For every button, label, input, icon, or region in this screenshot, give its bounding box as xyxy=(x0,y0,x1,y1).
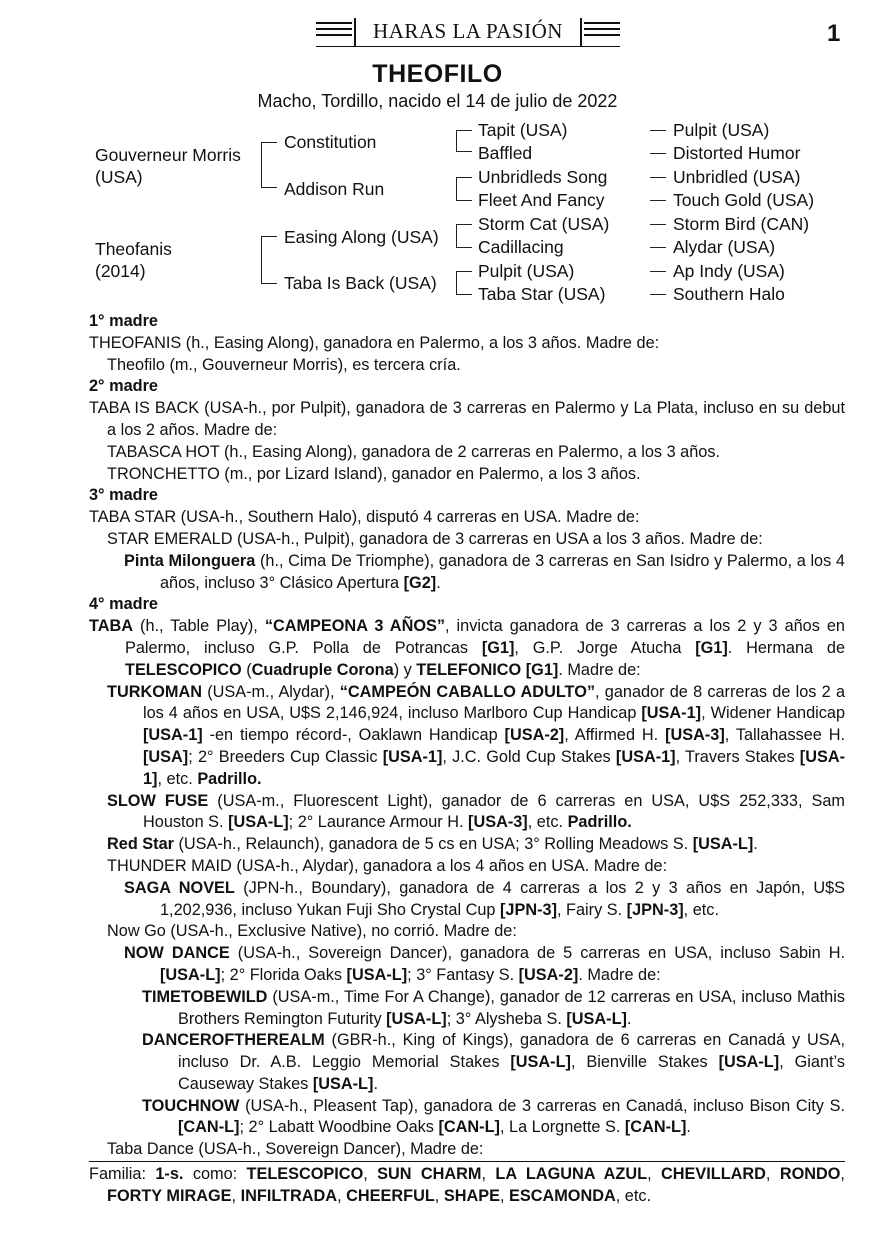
produce-entry-timetobewild: TIMETOBEWILD (USA-m., Time For A Change), ganador de 12 carreras en USA, incluso Mathis Brothers Remington Futurity [USA-L]; 3° Alysheba S. [USA-L]. xyxy=(142,987,845,1028)
pedigree-gen3: Taba Star (USA) xyxy=(478,284,606,304)
section-heading: 4° madre xyxy=(89,595,158,614)
section-heading: 2° madre xyxy=(89,377,158,396)
section-heading: 3° madre xyxy=(89,486,158,505)
produce-entry: STAR EMERALD (USA-h., Pulpit), ganadora de 3 carreras en USA a los 3 años. Madre de: xyxy=(107,529,763,548)
pedigree-gen3: Unbridleds Song xyxy=(478,167,608,187)
pedigree-gen3: Fleet And Fancy xyxy=(478,190,605,210)
produce-entry-slow-fuse: SLOW FUSE (USA-m., Fluorescent Light), ganador de 6 carreras en USA, U$S 252,333, Sam Houston S. [USA-L]; 2° Laurance Armour H. [USA-3], etc. Padrillo. xyxy=(107,791,845,832)
produce-entry-dancerofthe-realm: DANCEROFTHEREALM (GBR-h., King of Kings), ganadora de 6 carreras en Canadá y USA, incluso Dr. A.B. Leggio Memorial Stakes [USA-L], Bienville Stakes [USA-L], Giant’s Causeway Stakes [USA-L]. xyxy=(142,1031,845,1093)
produce-entry-saga-novel: SAGA NOVEL (JPN-h., Boundary), ganadora de 4 carreras a los 2 y 3 años en Japón, U$S 1,202,936, incluso Yukan Fuji Sho Crystal Cup [JPN-3], Fairy S. [JPN-3], etc. xyxy=(124,878,845,919)
pedigree-gen3: Cadillacing xyxy=(478,237,564,257)
produce-entry-red-star: Red Star (USA-h., Relaunch), ganadora de 5 cs en USA; 3° Rolling Meadows S. [USA-L]. xyxy=(107,835,758,854)
produce-entry-now-dance: NOW DANCE (USA-h., Sovereign Dancer), ganadora de 5 carreras en USA, incluso Sabin H. [USA-L]; 2° Florida Oaks [USA-L]; 3° Fantasy S. [USA-2]. Madre de: xyxy=(124,944,846,984)
produce-record xyxy=(89,311,845,1208)
pedigree-gen2: Easing Along (USA) xyxy=(284,227,439,247)
pedigree-gen2: Addison Run xyxy=(284,179,385,199)
pedigree-gen4: Touch Gold (USA) xyxy=(673,190,815,210)
pedigree-gen4: Southern Halo xyxy=(673,284,785,304)
produce-entry-thunder-maid: THUNDER MAID (USA-h., Alydar), ganadora a los 4 años en USA. Madre de: xyxy=(107,856,668,875)
pedigree-gen3: Baffled xyxy=(478,143,533,163)
pedigree-gen3: Pulpit (USA) xyxy=(478,261,575,281)
pedigree-gen4: Storm Bird (CAN) xyxy=(673,214,810,234)
pedigree-gen4: Alydar (USA) xyxy=(673,237,776,257)
sire-origin: (USA) xyxy=(95,167,143,187)
section-heading: 1° madre xyxy=(89,312,158,330)
pedigree-gen4: Unbridled (USA) xyxy=(673,167,801,187)
produce-entry-now-go: Now Go (USA-h., Exclusive Native), no corrió. Madre de: xyxy=(107,922,517,941)
produce-entry-turkoman: TURKOMAN (USA-m., Alydar), “CAMPEÓN CABALLO ADULTO”, ganador de 8 carreras de los 2 a los 4 años en USA, U$S 2,146,924, incluso Marlboro Cup Handicap [USA-1], Widener Handicap [USA-1] -en tiempo récord-, Oaklawn Handicap [USA-2], Affirmed H. [USA-3], Tallahassee H. [USA]; 2° Breeders Cup Classic [USA-1], J.C. Gold Cup Stakes [USA-1], Travers Stakes [USA-1], etc. Padrillo. xyxy=(107,682,845,788)
dam-name: Theofanis xyxy=(95,239,172,259)
pedigree-gen2: Constitution xyxy=(284,132,377,152)
dam-entry: TABA IS BACK (USA-h., por Pulpit), ganadora de 3 carreras en Palermo y La Plata, incluso en su debut a los 2 años. Madre de: xyxy=(89,399,845,439)
dam-entry-taba: TABA (h., Table Play), “CAMPEONA 3 AÑOS”, invicta ganadora de 3 carreras a los 2 y 3 años en Palermo, incluso G.P. Polla de Potrancas [G1], G.P. Jorge Atucha [G1]. Hermana de TELESCOPICO (Cuadruple Corona) y TELEFONICO [G1]. Madre de: xyxy=(89,617,845,679)
horse-name: THEOFILO xyxy=(372,60,503,88)
produce-entry: Pinta Milonguera (h., Cima De Triomphe), ganadora de 3 carreras en San Isidro y Palermo, a los 4 años, incluso 3° Clásico Apertura [G2]. xyxy=(124,551,845,592)
pedigree-gen3: Tapit (USA) xyxy=(478,120,568,140)
produce-entry: Theofilo (m., Gouverneur Morris), es tercera cría. xyxy=(107,355,461,374)
dam-entry: THEOFANIS (h., Easing Along), ganadora en Palermo, a los 3 años. Madre de: xyxy=(89,333,660,352)
dam-entry: TABA STAR (USA-h., Southern Halo), disputó 4 carreras en USA. Madre de: xyxy=(89,508,640,527)
produce-entry-taba-dance: Taba Dance (USA-h., Sovereign Dancer), Madre de: xyxy=(107,1140,484,1159)
pedigree-gen4: Ap Indy (USA) xyxy=(673,261,785,281)
dam-year: (2014) xyxy=(95,261,146,281)
produce-entry: TRONCHETTO (m., por Lizard Island), ganador en Palermo, a los 3 años. xyxy=(107,464,641,483)
produce-entry: TABASCA HOT (h., Easing Along), ganadora de 2 carreras en Palermo, a los 3 años. xyxy=(107,442,720,461)
pedigree-gen4: Pulpit (USA) xyxy=(673,120,770,140)
horse-description: Macho, Tordillo, nacido el 14 de julio de 2022 xyxy=(257,91,618,111)
sire-name: Gouverneur Morris xyxy=(95,145,241,165)
pedigree-gen3: Storm Cat (USA) xyxy=(478,214,610,234)
family-line: Familia: 1-s. como: TELESCOPICO, SUN CHARM, LA LAGUNA AZUL, CHEVILLARD, RONDO, FORTY MIRAGE, INFILTRADA, CHEERFUL, SHAPE, ESCAMONDA, etc. xyxy=(89,1161,845,1208)
pedigree-gen4: Distorted Humor xyxy=(673,143,801,163)
brand-name: HARAS LA PASIÓN xyxy=(373,19,563,43)
produce-entry-touchnow: TOUCHNOW (USA-h., Pleasent Tap), ganadora de 3 carreras en Canadá, incluso Bison City S. [CAN-L]; 2° Labatt Woodbine Oaks [CAN-L], La Lorgnette S. [CAN-L]. xyxy=(142,1096,845,1137)
page-number: 1 xyxy=(827,20,841,47)
pedigree-chart xyxy=(0,0,875,320)
pedigree-gen2: Taba Is Back (USA) xyxy=(284,273,437,293)
